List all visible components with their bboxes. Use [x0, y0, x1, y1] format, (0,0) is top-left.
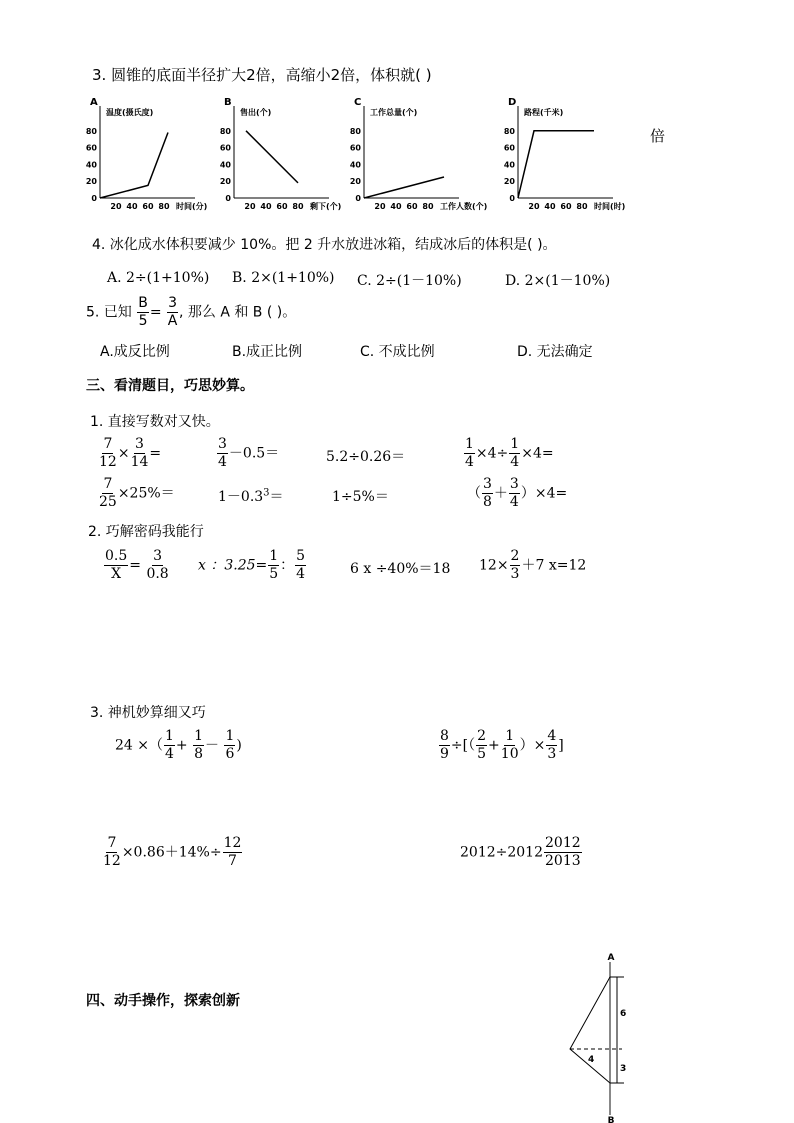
q5-option-d: D. 无法确定 [517, 344, 593, 360]
y-tick-label: 0 [91, 194, 97, 203]
x-tick-label: 40 [260, 202, 272, 211]
x-tick-label: 40 [126, 202, 138, 211]
q5-prefix: 5. 已知 [86, 304, 132, 321]
expr-2-3: 6 x ÷40%＝18 [350, 561, 451, 577]
chart-letter: B [224, 97, 232, 108]
expr-1-8: （ $\frac{3}{8}$ ＋ $\frac{3}{4}$ ）×4= [467, 476, 568, 510]
part-1-title: 1. 直接写数对又快。 [90, 414, 220, 430]
x-tick-label: 20 [528, 202, 540, 211]
data-line [364, 177, 444, 198]
section-3-title: 三、看清题目，巧思妙算。 [86, 378, 254, 394]
y-tick-label: 40 [85, 160, 97, 170]
chart-letter: D [508, 97, 517, 108]
y-tick-label: 80 [219, 126, 231, 136]
y-tick-label: 20 [503, 177, 515, 187]
expr-1-6: $1-0.3^3=$ [218, 487, 284, 505]
q4-option-d: D. 2×(1－10%) [505, 273, 611, 289]
y-axis-label: 工作总量(个) [370, 108, 418, 117]
section-4-title: 四、动手操作，探索创新 [86, 993, 240, 1009]
expr-2-1: $\frac{0.5}{X}$ = $\frac{3}{0.8}$ [105, 548, 169, 582]
y-axis-label: 路程(千米) [524, 108, 564, 117]
lower-length-label: 3 [620, 1064, 627, 1074]
part-2-title: 2. 巧解密码我能行 [88, 524, 204, 540]
width-label: 4 [588, 1055, 595, 1065]
q4-option-a: A. 2÷(1+10%) [107, 270, 210, 286]
expr-1-2: $\frac{3}{4}$ －0.5＝ [218, 436, 280, 470]
y-tick-label: 20 [219, 177, 231, 187]
chart-letter: A [90, 97, 98, 108]
x-tick-label: 20 [244, 202, 256, 211]
data-line [518, 131, 594, 198]
question-3-unit: 倍 [650, 127, 666, 145]
chart-d [503, 96, 646, 216]
expr-2-4: 12× $\frac{2}{3}$ ＋7 x=12 [479, 548, 587, 582]
expr-1-4: $\frac{1}{4}$ ×4÷ $\frac{1}{4}$ ×4= [465, 436, 554, 470]
expr-1-5: $\frac{7}{25}$ ×25%＝ [99, 476, 175, 510]
q5-option-b: B.成正比例 [232, 344, 303, 360]
y-tick-label: 80 [85, 126, 97, 136]
x-tick-label: 40 [390, 202, 402, 211]
question-4-text: 4. 冰化成水体积要减少 10%。把 2 升水放进冰箱，结成冰后的体积是( )。 [92, 237, 557, 253]
y-tick-label: 80 [503, 126, 515, 136]
point-a-label: A [607, 953, 615, 963]
y-tick-label: 80 [349, 126, 361, 136]
data-line [246, 131, 298, 183]
question-3-text: 3. 圆锥的底面半径扩大2倍，高缩小2倍，体积就( ) [92, 66, 432, 84]
x-tick-label: 40 [544, 202, 556, 211]
y-tick-label: 60 [503, 143, 515, 153]
x-tick-label: 80 [292, 202, 304, 211]
expr-3-2: $\frac{8}{9}$ ÷[（ $\frac{2}{5}$ + $\frac{1}{10}$ ）× $\frac{4}{3}$ ] [440, 728, 564, 762]
data-line [100, 132, 168, 198]
q5-option-a: A.成反比例 [100, 344, 170, 360]
y-axis-label: 售出(个) [240, 108, 272, 117]
x-tick-label: 60 [406, 202, 418, 211]
chart-c [349, 96, 492, 216]
expr-1-1: $\frac{7}{12}$ × $\frac{3}{14}$ = [99, 436, 162, 470]
y-tick-label: 60 [85, 143, 97, 153]
triangle [570, 977, 610, 1083]
y-tick-label: 0 [509, 194, 515, 203]
x-tick-label: 80 [422, 202, 434, 211]
expr-3-4: 2012÷2012 $\frac{2012}{2013}$ [460, 835, 581, 869]
y-tick-label: 0 [225, 194, 231, 203]
x-axis-label: 剩下(个) [310, 202, 342, 211]
x-tick-label: 60 [142, 202, 154, 211]
expr-3-3: $\frac{7}{12}$ ×0.86＋14%÷ $\frac{12}{7}$ [103, 835, 242, 869]
y-tick-label: 60 [349, 143, 361, 153]
expr-1-3: 5.2÷0.26＝ [326, 449, 406, 465]
chart-a [85, 96, 228, 216]
y-tick-label: 0 [355, 194, 361, 203]
upper-length-label: 6 [620, 1009, 627, 1019]
y-axis-label: 温度(摄氏度) [106, 108, 154, 117]
x-axis-label: 时间(分) [176, 202, 208, 211]
point-b-label: B [607, 1116, 615, 1123]
x-tick-label: 60 [560, 202, 572, 211]
y-tick-label: 40 [503, 160, 515, 170]
y-tick-label: 20 [349, 177, 361, 187]
y-tick-label: 20 [85, 177, 97, 187]
x-tick-label: 60 [276, 202, 288, 211]
fraction: $\frac{3}{A}$ [167, 295, 178, 329]
chart-letter: C [354, 97, 362, 108]
part-3-title: 3. 神机妙算细又巧 [90, 705, 206, 721]
expr-1-7: 1÷5%＝ [332, 489, 389, 505]
y-tick-label: 60 [219, 143, 231, 153]
fraction: $\frac{B}{5}$ [138, 295, 148, 329]
q4-option-b: B. 2×(1+10%) [232, 270, 335, 286]
y-tick-label: 40 [219, 160, 231, 170]
x-axis-label: 工作人数(个) [440, 202, 488, 211]
x-tick-label: 80 [576, 202, 588, 211]
question-5: 5. 已知 $\frac{B}{5}$ = $\frac{3}{A}$ , 那么 A 和 B ( )。 [86, 295, 297, 329]
expr-2-2: x ：3.25= $\frac{1}{5}$ ： $\frac{5}{4}$ [198, 548, 306, 582]
x-tick-label: 20 [110, 202, 122, 211]
x-tick-label: 80 [158, 202, 170, 211]
q4-option-c: C. 2÷(1－10%) [357, 273, 462, 289]
chart-b [219, 96, 362, 216]
x-tick-label: 20 [374, 202, 386, 211]
triangle-figure [540, 950, 660, 1123]
y-tick-label: 40 [349, 160, 361, 170]
x-axis-label: 时间(时) [594, 202, 626, 211]
q5-option-c: C. 不成比例 [360, 344, 435, 360]
expr-3-1: 24 ×（ $\frac{1}{4}$ + $\frac{1}{8}$ － $\frac{1}{6}$ ) [115, 728, 242, 762]
